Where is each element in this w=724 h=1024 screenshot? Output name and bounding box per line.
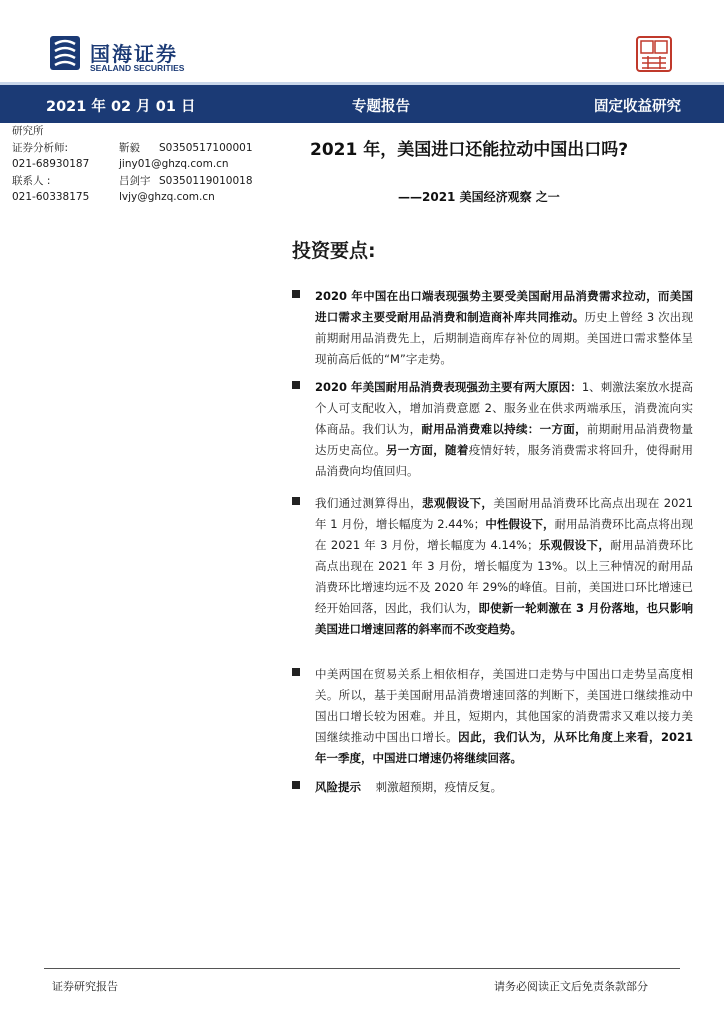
report-title: 2021 年，美国进口还能拉动中国出口吗? bbox=[310, 140, 629, 160]
header-band bbox=[0, 82, 724, 123]
bullet-square-icon bbox=[292, 497, 300, 505]
bullet-text: 2020 年美国耐用品消费表现强劲主要有两大原因：1、刺激法案放水提高个人可支配收入，增加消费意愿 2、服务业在供求两端承压，消费流向实体商品。我们认为，耐用品消费难以持续：一方面，前期耐用品消费物量达历史高位。另一方面，随着疫情好转，服务消费需求将回升，使得耐用品消费向均值回归。 bbox=[315, 380, 694, 478]
analyst-row: 证券分析师: 靳毅 S0350517100001 bbox=[12, 141, 253, 154]
analyst-row: 联系人 : 吕剑宇 S0350119010018 bbox=[12, 174, 253, 187]
bullet-text: 风险提示 刺激超预期，疫情反复。 bbox=[315, 780, 503, 794]
footer-left: 证券研究报告 bbox=[52, 980, 118, 993]
bullet-square-icon bbox=[292, 381, 300, 389]
bullet-square-icon bbox=[292, 290, 300, 298]
report-type: 专题报告 bbox=[352, 99, 410, 115]
footer-right: 请务必阅读正文后免责条款部分 bbox=[494, 980, 648, 993]
analyst-row: 021-60338175 lvjy@ghzq.com.cn bbox=[12, 189, 282, 206]
footer-divider bbox=[44, 968, 680, 969]
report-category: 固定收益研究 bbox=[594, 99, 681, 115]
report-subtitle: ——2021 美国经济观察 之一 bbox=[398, 190, 560, 204]
section-title: 投资要点: bbox=[292, 240, 376, 262]
bullet-text: 我们通过测算得出，悲观假设下，美国耐用品消费环比高点出现在 2021 年 1 月份，增长幅度为 2.44%；中性假设下，耐用品消费环比高点将出现在 2021 年 3 月份，增长幅度为 4.14%；乐观假设下，耐用品消费环比高点出现在 2021 年 3 月份，增长幅度为 13%。以上三种情况的耐用品消费环比增速均远不及 2020 年 29%的峰值。目前，美国进口环比增速已经开始回落，因此，我们认为，即使新一轮刺激在 3 月份落地，也只影响美国进口增速回落的斜率而不改变趋势。 bbox=[315, 496, 694, 636]
report-date: 2021 年 02 月 01 日 bbox=[46, 99, 196, 115]
company-logo bbox=[50, 36, 210, 76]
bullet-text: 2020 年中国在出口端表现强势主要受美国耐用品消费需求拉动，而美国进口需求主要受耐用品消费和制造商补库共同推动。历史上曾经 3 次出现前期耐用品消费先上，后期制造商库存补位的周期。美国进口需求整体呈现前高后低的“M”字走势。 bbox=[315, 289, 693, 366]
analyst-email[interactable]: jiny01@ghzq.com.cn bbox=[119, 158, 229, 170]
research-seal-icon bbox=[636, 36, 672, 72]
bullet-square-icon bbox=[292, 781, 300, 789]
logo-cn-text: 国海证券 bbox=[90, 42, 178, 66]
bullet-square-icon bbox=[292, 668, 300, 676]
logo-en-text: SEALAND SECURITIES bbox=[90, 63, 185, 73]
sealand-logo-icon bbox=[50, 36, 80, 70]
analyst-row: 021-68930187 jiny01@ghzq.com.cn bbox=[12, 156, 282, 173]
research-dept: 研究所 bbox=[12, 125, 44, 137]
contact-email[interactable]: lvjy@ghzq.com.cn bbox=[119, 191, 215, 203]
bullet-text: 中美两国在贸易关系上相依相存，美国进口走势与中国出口走势呈高度相关。所以，基于美国耐用品消费增速回落的判断下，美国进口继续推动中国出口增长较为困难。并且，短期内，其他国家的消费需求又难以接力美国继续推动中国出口增长。因此，我们认为，从环比角度上来看，2021 年一季度，中国进口增速仍将继续回落。 bbox=[315, 667, 693, 765]
analyst-info bbox=[12, 123, 282, 206]
